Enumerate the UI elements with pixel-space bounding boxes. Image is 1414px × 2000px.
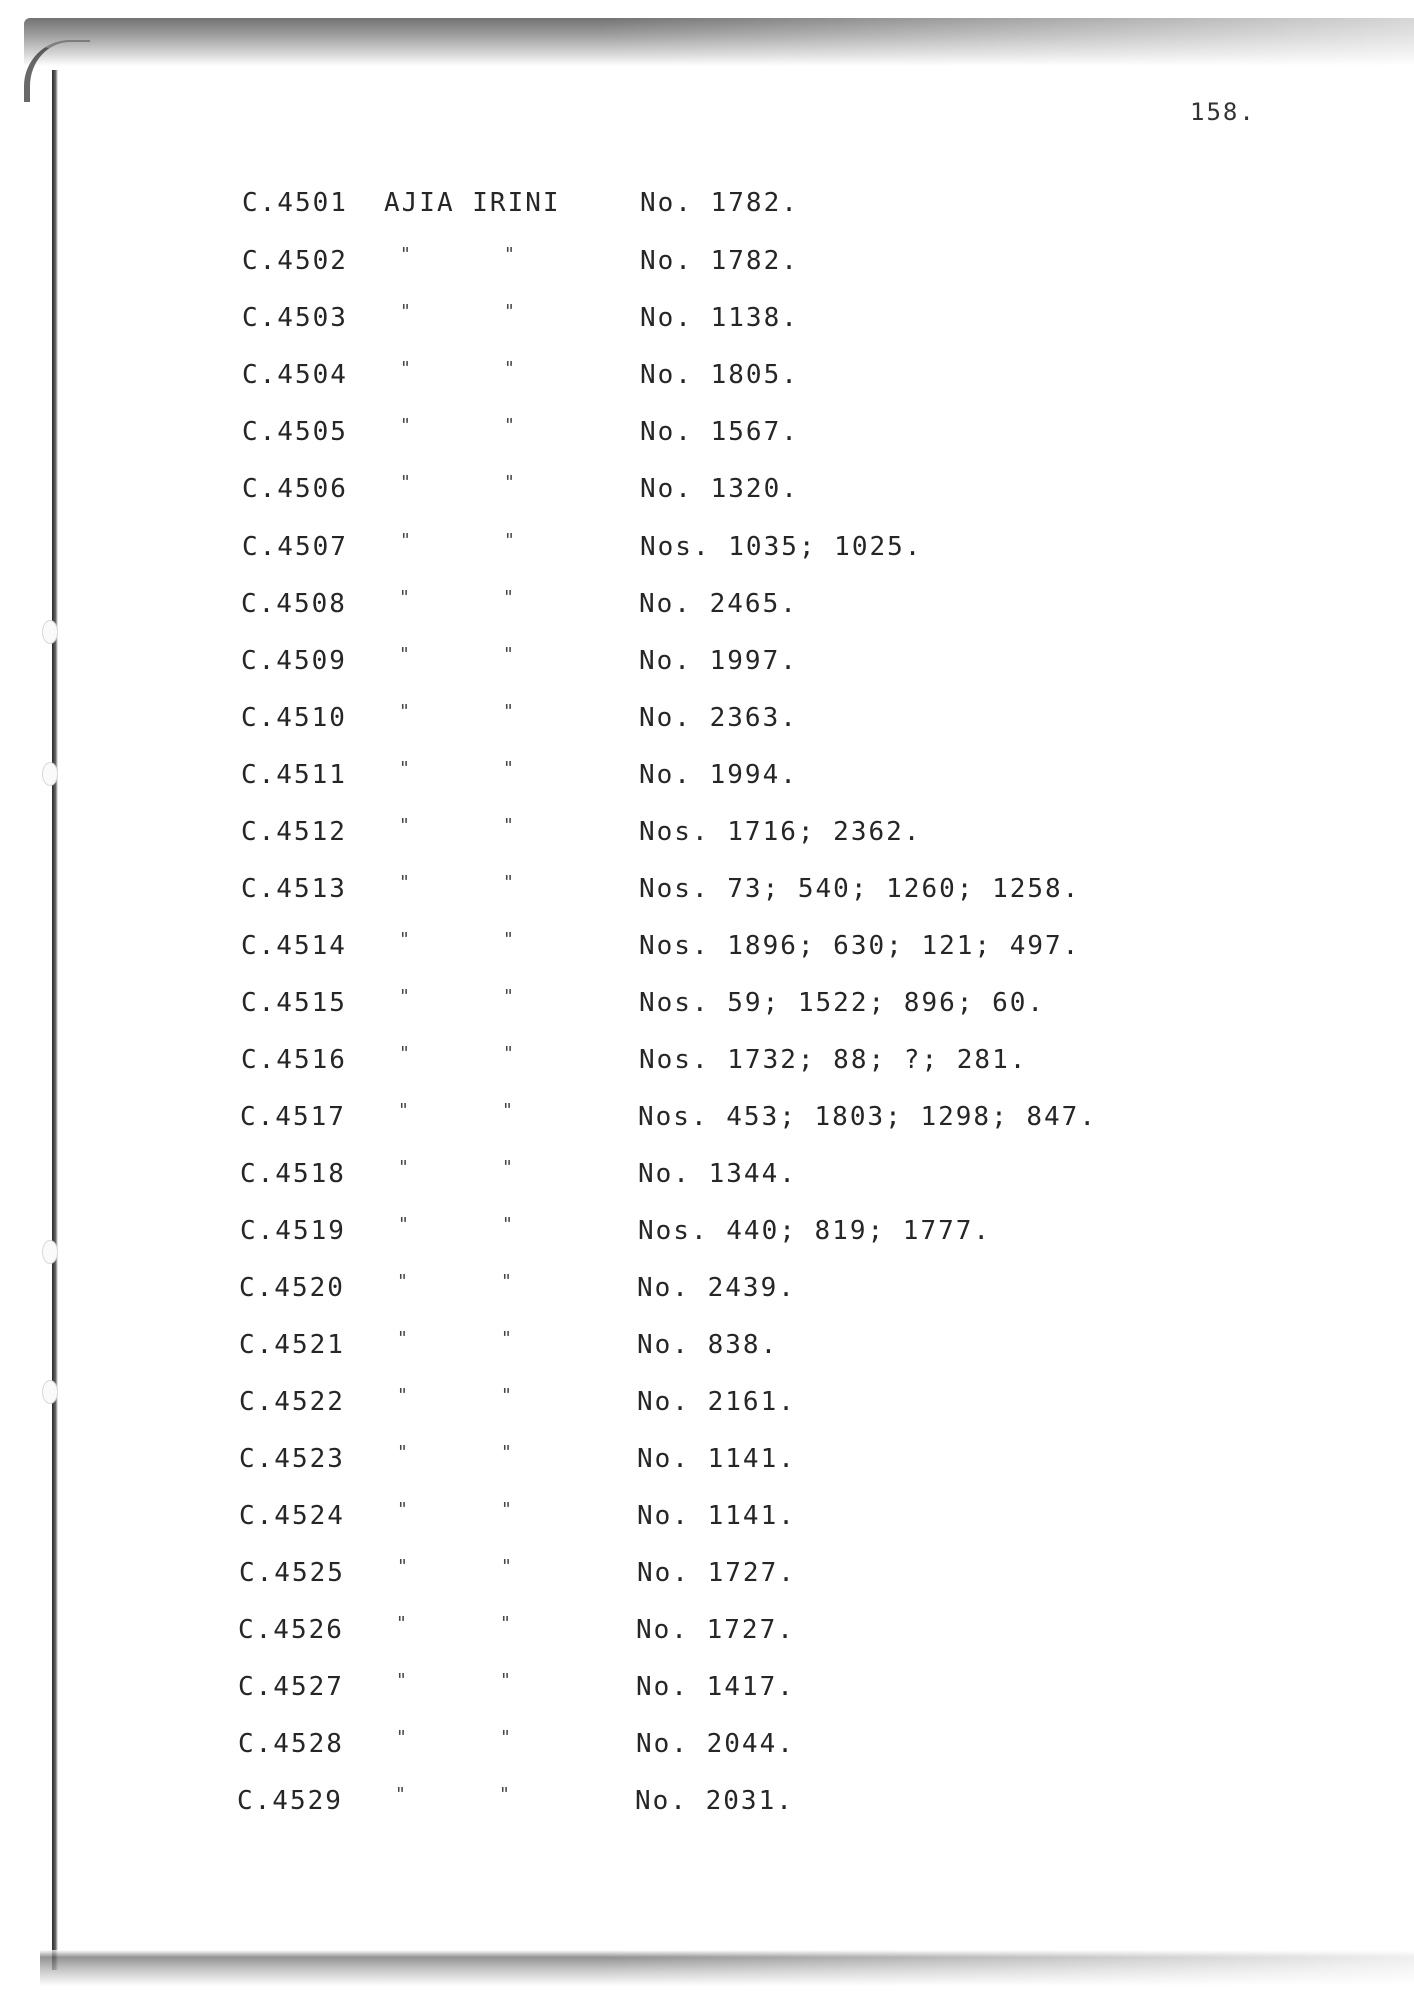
- reference-numbers: Nos. 453; 1803; 1298; 847.: [638, 1102, 1097, 1132]
- ditto-mark: ": [396, 1613, 409, 1634]
- catalogue-number: C.4513: [241, 874, 347, 904]
- reference-numbers: No. 1782.: [640, 246, 799, 276]
- ditto-mark: ": [398, 1214, 411, 1235]
- catalogue-number: C.4518: [240, 1159, 346, 1189]
- ditto-mark: ": [501, 1442, 514, 1463]
- reference-numbers: No. 2031.: [635, 1786, 794, 1816]
- reference-numbers: Nos. 1896; 630; 121; 497.: [639, 931, 1081, 961]
- ditto-mark: ": [396, 1727, 409, 1748]
- ditto-mark: ": [399, 587, 412, 608]
- ditto-mark: ": [504, 301, 517, 322]
- reference-numbers: No. 2465.: [639, 589, 798, 619]
- ditto-mark: ": [503, 644, 516, 665]
- reference-numbers: No. 2161.: [637, 1387, 796, 1417]
- catalogue-number: C.4520: [239, 1273, 345, 1303]
- reference-numbers: No. 1782.: [640, 188, 799, 218]
- site-name: AJIA IRINI: [384, 188, 561, 218]
- ditto-mark: ": [500, 1727, 513, 1748]
- catalogue-number: C.4523: [239, 1444, 345, 1474]
- ditto-mark: ": [504, 472, 517, 493]
- ditto-mark: ": [503, 1043, 516, 1064]
- ditto-mark: ": [396, 1670, 409, 1691]
- catalogue-number: C.4527: [238, 1672, 344, 1702]
- reference-numbers: No. 1727.: [636, 1615, 795, 1645]
- catalogue-number: C.4505: [242, 417, 348, 447]
- ditto-mark: ": [501, 1385, 514, 1406]
- reference-numbers: No. 838.: [637, 1330, 779, 1360]
- reference-numbers: No. 1994.: [639, 760, 798, 790]
- reference-numbers: No. 2044.: [636, 1729, 795, 1759]
- catalogue-number: C.4507: [242, 532, 348, 562]
- reference-numbers: No. 2439.: [637, 1273, 796, 1303]
- catalogue-number: C.4516: [241, 1045, 347, 1075]
- ditto-mark: ": [399, 986, 412, 1007]
- ditto-mark: ": [504, 530, 517, 551]
- catalogue-number: C.4526: [238, 1615, 344, 1645]
- ditto-mark: ": [503, 758, 516, 779]
- ditto-mark: ": [399, 815, 412, 836]
- ditto-mark: ": [397, 1556, 410, 1577]
- reference-numbers: No. 1344.: [638, 1159, 797, 1189]
- catalogue-number: C.4511: [241, 760, 347, 790]
- reference-numbers: No. 1997.: [639, 646, 798, 676]
- catalogue-number: C.4509: [241, 646, 347, 676]
- page-number: 158.: [1190, 98, 1256, 126]
- ditto-mark: ": [399, 701, 412, 722]
- ditto-mark: ": [400, 530, 413, 551]
- ditto-mark: ": [399, 1043, 412, 1064]
- catalogue-number: C.4529: [237, 1786, 343, 1816]
- ditto-mark: ": [399, 929, 412, 950]
- ditto-mark: ": [399, 644, 412, 665]
- ditto-mark: ": [397, 1385, 410, 1406]
- ditto-mark: ": [500, 1670, 513, 1691]
- reference-numbers: Nos. 59; 1522; 896; 60.: [639, 988, 1046, 1018]
- catalogue-number: C.4522: [239, 1387, 345, 1417]
- ditto-mark: ": [398, 1100, 411, 1121]
- reference-numbers: Nos. 1716; 2362.: [639, 817, 922, 847]
- ditto-mark: ": [503, 587, 516, 608]
- ditto-mark: ": [502, 1100, 515, 1121]
- reference-numbers: No. 2363.: [639, 703, 798, 733]
- reference-numbers: Nos. 1035; 1025.: [640, 532, 923, 562]
- ditto-mark: ": [395, 1784, 408, 1805]
- ditto-mark: ": [501, 1271, 514, 1292]
- catalogue-number: C.4512: [241, 817, 347, 847]
- reference-numbers: No. 1138.: [640, 303, 799, 333]
- catalogue-number: C.4528: [238, 1729, 344, 1759]
- ditto-mark: ": [504, 244, 517, 265]
- catalogue-number: C.4514: [241, 931, 347, 961]
- ditto-mark: ": [503, 815, 516, 836]
- ditto-mark: ": [502, 1214, 515, 1235]
- ditto-mark: ": [501, 1499, 514, 1520]
- ditto-mark: ": [397, 1271, 410, 1292]
- ditto-mark: ": [503, 929, 516, 950]
- catalogue-number: C.4521: [239, 1330, 345, 1360]
- reference-numbers: No. 1727.: [637, 1558, 796, 1588]
- catalogue-number: C.4503: [242, 303, 348, 333]
- ditto-mark: ": [397, 1499, 410, 1520]
- ditto-mark: ": [502, 1157, 515, 1178]
- ditto-mark: ": [503, 986, 516, 1007]
- ditto-mark: ": [400, 358, 413, 379]
- catalogue-number: C.4517: [240, 1102, 346, 1132]
- ditto-mark: ": [504, 415, 517, 436]
- catalogue-number: C.4519: [240, 1216, 346, 1246]
- catalogue-number: C.4504: [242, 360, 348, 390]
- reference-numbers: No. 1567.: [640, 417, 799, 447]
- catalogue-number: C.4501: [242, 188, 348, 218]
- ditto-mark: ": [503, 701, 516, 722]
- catalogue-number: C.4508: [241, 589, 347, 619]
- reference-numbers: Nos. 440; 819; 1777.: [638, 1216, 992, 1246]
- ditto-mark: ": [397, 1442, 410, 1463]
- ditto-mark: ": [400, 415, 413, 436]
- reference-numbers: Nos. 73; 540; 1260; 1258.: [639, 874, 1081, 904]
- ditto-mark: ": [399, 872, 412, 893]
- reference-numbers: No. 1141.: [637, 1444, 796, 1474]
- catalogue-number: C.4524: [239, 1501, 345, 1531]
- ditto-mark: ": [397, 1328, 410, 1349]
- ditto-mark: ": [398, 1157, 411, 1178]
- ditto-mark: ": [501, 1328, 514, 1349]
- ditto-mark: ": [504, 358, 517, 379]
- catalogue-number: C.4515: [241, 988, 347, 1018]
- reference-numbers: No. 1417.: [636, 1672, 795, 1702]
- reference-numbers: No. 1320.: [640, 474, 799, 504]
- catalogue-number: C.4506: [242, 474, 348, 504]
- ditto-mark: ": [499, 1784, 512, 1805]
- ditto-mark: ": [501, 1556, 514, 1577]
- reference-numbers: Nos. 1732; 88; ?; 281.: [639, 1045, 1028, 1075]
- ditto-mark: ": [400, 244, 413, 265]
- ditto-mark: ": [400, 301, 413, 322]
- reference-numbers: No. 1141.: [637, 1501, 796, 1531]
- reference-numbers: No. 1805.: [640, 360, 799, 390]
- ditto-mark: ": [500, 1613, 513, 1634]
- catalogue-number: C.4525: [239, 1558, 345, 1588]
- catalogue-number: C.4502: [242, 246, 348, 276]
- ditto-mark: ": [399, 758, 412, 779]
- ditto-mark: ": [503, 872, 516, 893]
- ditto-mark: ": [400, 472, 413, 493]
- catalogue-number: C.4510: [241, 703, 347, 733]
